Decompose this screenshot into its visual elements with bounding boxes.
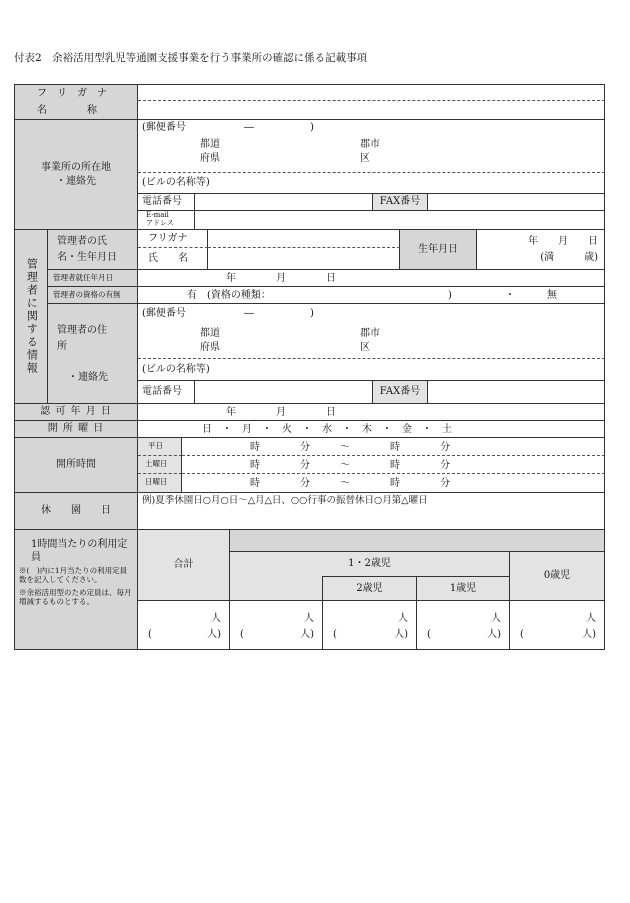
age0-paren-unit: 人)	[582, 629, 596, 640]
manager-postal-close: )	[310, 308, 314, 319]
holiday-example: 例)夏季休園日○月○日～△月△日、○○行事の振替休日○月第△曜日	[142, 495, 428, 506]
manager-phone-label: 電話番号	[138, 380, 195, 404]
furigana-label: フ リ ガ ナ	[37, 88, 107, 99]
capacity-label: 1時間当たりの利用定員	[31, 539, 128, 563]
fuken-label: 府県	[200, 153, 220, 164]
building-label: (ビルの名称等)	[142, 177, 210, 188]
manager-postal-dash: ―	[244, 308, 254, 319]
age0-header: 0歳児	[510, 551, 605, 601]
name-field[interactable]	[138, 101, 605, 120]
saturday-hours-field[interactable]	[182, 456, 605, 474]
total-paren-unit: 人)	[207, 629, 221, 640]
total-header	[138, 530, 230, 601]
sunday-label: 日曜日	[138, 474, 182, 493]
age12-unit: 人	[304, 613, 314, 624]
manager-furigana-field[interactable]	[208, 230, 400, 248]
phone-field[interactable]	[195, 193, 373, 211]
birthdate-value: 年 月 日	[528, 236, 598, 247]
manager-address-field[interactable]	[138, 304, 605, 359]
manager-ku-label: 区	[360, 342, 370, 353]
approval-value: 年 月 日	[226, 407, 336, 418]
contact-label: ・連絡先	[56, 175, 96, 187]
age2-capacity-field[interactable]	[323, 601, 417, 650]
open-days-field[interactable]	[138, 421, 605, 438]
shimei-sublabel: 氏 名	[138, 248, 208, 270]
manager-fax-field[interactable]	[428, 380, 605, 404]
manager-fax-label: FAX番号	[373, 380, 428, 404]
age12-capacity-field[interactable]	[230, 601, 323, 650]
age0-capacity-field[interactable]	[510, 601, 605, 650]
manager-postal-label: (郵便番号	[142, 308, 186, 319]
form-title: 付表2 余裕活用型乳児等通園支援事業を行う事業所の確認に係る記載事項	[14, 52, 368, 64]
postal-label: (郵便番号	[142, 122, 186, 133]
total-capacity-field[interactable]	[138, 601, 230, 650]
capacity-note-2: ※余裕活用型のため定員は、毎月増減するものとする。	[19, 588, 132, 606]
age12-blank	[230, 576, 323, 601]
weekday-hours-field[interactable]	[182, 438, 605, 456]
manager-address-label-2: 所	[57, 341, 67, 352]
age12-header: 1・2歳児	[230, 551, 510, 576]
birthdate-field[interactable]	[477, 230, 605, 270]
manager-gun-label: 郡市	[360, 328, 380, 339]
building-field[interactable]	[138, 173, 605, 193]
saturday-hours-value: 時 分 ～ 時 分	[250, 460, 450, 471]
age2-paren-open: (	[333, 629, 337, 640]
qualification-no: 無	[547, 290, 557, 301]
appointed-value: 年 月 日	[226, 273, 336, 284]
capacity-note-1: ※( )内に1月当たりの利用定員数を記入してください。	[19, 566, 128, 584]
age2-unit: 人	[398, 613, 408, 624]
manager-fuken-label: 府県	[200, 342, 220, 353]
weekday-label: 平日	[138, 438, 182, 456]
age2-paren-unit: 人)	[394, 629, 408, 640]
appointed-field[interactable]	[138, 270, 605, 287]
furigana-sublabel: フリガナ	[138, 230, 208, 248]
postal-close: )	[310, 122, 314, 133]
name-label-cell	[14, 84, 138, 120]
birthdate-label: 生年月日	[400, 230, 477, 270]
address-label-cell	[14, 120, 138, 230]
sunday-hours-field[interactable]	[182, 474, 605, 493]
age12-paren-unit: 人)	[300, 629, 314, 640]
gun-label: 郡市	[360, 139, 380, 150]
fax-field[interactable]	[428, 193, 605, 211]
age0-paren-open: (	[520, 629, 524, 640]
manager-contact-label: ・連絡先	[68, 372, 108, 383]
manager-group-label-cell	[14, 230, 48, 404]
capacity-label-cell	[14, 530, 138, 650]
holiday-field[interactable]	[138, 493, 605, 530]
manager-group-label: 管理者に関する情報	[25, 258, 39, 375]
qualification-dot: ・	[505, 290, 515, 301]
address-label: 事業所の所在地	[41, 162, 111, 173]
todo-label: 都道	[200, 139, 220, 150]
manager-address-label-cell	[48, 304, 138, 404]
sunday-hours-value: 時 分 ～ 時 分	[250, 478, 450, 489]
total-unit: 人	[211, 613, 221, 624]
saturday-label: 土曜日	[138, 456, 182, 474]
furigana-field[interactable]	[138, 84, 605, 101]
approval-label: 認 可 年 月 日	[14, 404, 138, 421]
phone-label: 電話番号	[138, 193, 195, 211]
age1-header: 1歳児	[417, 576, 510, 601]
manager-birth-label: 名・生年月日	[57, 252, 117, 263]
qualification-close: )	[448, 290, 452, 301]
name-label: 名 称	[37, 105, 97, 116]
manager-building-field[interactable]	[138, 359, 605, 380]
age1-unit: 人	[491, 613, 501, 624]
postal-dash: ―	[244, 122, 254, 133]
manager-address-label: 管理者の住	[57, 325, 107, 336]
hours-label: 開所時間	[14, 438, 138, 493]
open-days-value: 日 ・ 月 ・ 火 ・ 水 ・ 木 ・ 金 ・ 土	[202, 424, 452, 435]
weekday-hours-value: 時 分 ～ 時 分	[250, 442, 450, 453]
holiday-label: 休 園 日	[14, 493, 138, 530]
age0-unit: 人	[586, 613, 596, 624]
open-days-label: 開 所 曜 日	[14, 421, 138, 438]
qualification-field[interactable]	[138, 287, 605, 304]
manager-todo-label: 都道	[200, 328, 220, 339]
manager-name-field[interactable]	[208, 248, 400, 270]
qualification-yes: 有 (資格の種類：	[187, 290, 271, 301]
age2-header: 2歳児	[323, 576, 417, 601]
age12-paren-open: (	[240, 629, 244, 640]
confirmation-form	[14, 84, 605, 650]
manager-building-label: (ビルの名称等)	[142, 364, 210, 375]
qualification-label: 管理者の資格の有無	[48, 287, 138, 304]
address-field[interactable]	[138, 120, 605, 173]
appointed-label: 管理者就任年月日	[48, 270, 138, 287]
age1-paren-unit: 人)	[487, 629, 501, 640]
email-label: E-mail アドレス	[138, 211, 195, 230]
email-field[interactable]	[195, 211, 605, 230]
ku-label: 区	[360, 153, 370, 164]
age-value: (満 歳)	[540, 252, 598, 263]
manager-name-label: 管理者の氏	[57, 236, 107, 247]
age1-paren-open: (	[427, 629, 431, 640]
total-header-label: 合計	[173, 559, 194, 571]
age1-capacity-field[interactable]	[417, 601, 510, 650]
manager-name-label-cell	[48, 230, 138, 270]
fax-label: FAX番号	[373, 193, 428, 211]
approval-field[interactable]	[138, 404, 605, 421]
total-paren-open: (	[148, 629, 152, 640]
manager-phone-field[interactable]	[195, 380, 373, 404]
